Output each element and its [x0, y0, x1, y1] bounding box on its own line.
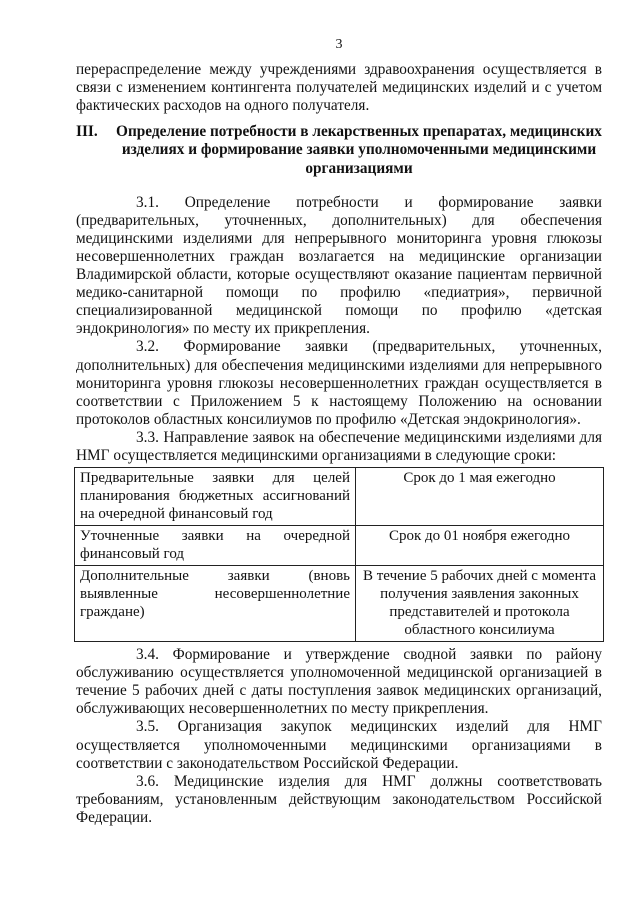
paragraph-3-3: 3.3. Направление заявок на обеспечение медицинскими изделиями для НМГ осуществляется медицинскими организациями в следующие сроки: [76, 428, 602, 464]
request-type-cell: Предварительные заявки для целей планирования бюджетных ассигнований на очередной финансовый год [75, 468, 356, 526]
table-row [75, 526, 604, 566]
table-row [75, 566, 604, 642]
paragraph-3-1: 3.1. Определение потребности и формирование заявки (предварительных, уточненных, дополнительных) для обеспечения медицинскими изделиями для непрерывного мониторинга уровня глюкозы несовершеннолетних граждан возлагается на медицинские организации Владимирской области, которые осуществляют оказание пациентам первичной медико-санитарной помощи по профилю «педиатрия», первичной специализированной медицинской помощи по профилю «детская эндокринология» по месту их прикрепления. [76, 193, 602, 338]
deadline-cell: В течение 5 рабочих дней с момента получения заявления законных представителей и протокола областного консилиума [356, 566, 604, 642]
section-number: III. [76, 123, 98, 141]
table-row [75, 468, 604, 526]
section-title: Определение потребности в лекарственных препаратах, медицинских изделиях и формирование заявки уполномоченными медицинскими организациями [116, 123, 602, 177]
deadlines-table [74, 467, 604, 642]
paragraph-3-4: 3.4. Формирование и утверждение сводной заявки по району обслуживанию осуществляется уполномоченной медицинской организацией в течение 5 рабочих дней с даты поступления заявок медицинских организаций, обслуживающих несовершеннолетних по месту прикрепления. [76, 646, 602, 718]
deadline-cell: Срок до 1 мая ежегодно [356, 468, 604, 526]
intro-paragraph: перераспределение между учреждениями здравоохранения осуществляется в связи с изменением контингента получателей медицинских изделий и с учетом фактических расходов на одного получателя. [76, 61, 602, 115]
paragraph-3-5: 3.5. Организация закупок медицинских изделий для НМГ осуществляется уполномоченными медицинскими организациями в соответствии с законодательством Российской Федерации. [76, 718, 602, 772]
request-type-cell: Уточненные заявки на очередной финансовый год [75, 526, 356, 566]
paragraph-3-6: 3.6. Медицинские изделия для НМГ должны соответствовать требованиям, установленным действующим законодательством Российской Федерации. [76, 772, 602, 826]
page-number: 3 [335, 37, 343, 52]
deadline-cell: Срок до 01 ноября ежегодно [356, 526, 604, 566]
request-type-cell: Дополнительные заявки (вновь выявленные несовершеннолетние граждане) [75, 566, 356, 642]
paragraph-3-2: 3.2. Формирование заявки (предварительных, уточненных, дополнительных) для обеспечения медицинскими изделиями для непрерывного мониторинга уровня глюкозы несовершеннолетних граждан осуществляется в соответствии с Приложением 5 к настоящему Положению на основании протоколов областных консилиумов по профилю «Детская эндокринология». [76, 338, 602, 428]
section-heading [76, 123, 602, 177]
